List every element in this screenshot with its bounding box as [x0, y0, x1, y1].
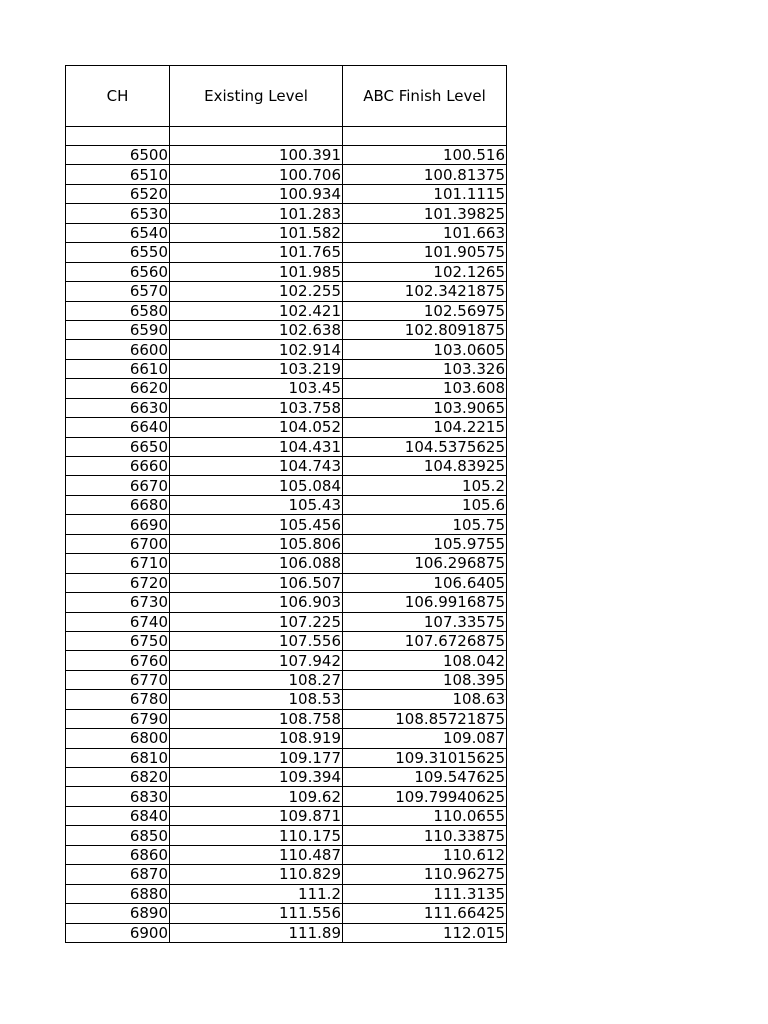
blank-cell: [343, 127, 507, 146]
cell-ch: 6690: [66, 515, 170, 534]
cell-existing-level: 103.45: [170, 379, 343, 398]
cell-existing-level: 108.53: [170, 690, 343, 709]
cell-existing-level: 105.456: [170, 515, 343, 534]
cell-abc-finish-level: 104.83925: [343, 457, 507, 476]
cell-ch: 6520: [66, 184, 170, 203]
cell-abc-finish-level: 106.9916875: [343, 593, 507, 612]
table-row: [66, 845, 507, 864]
cell-existing-level: 104.431: [170, 437, 343, 456]
table-row: [66, 262, 507, 281]
header-ch: CH: [66, 66, 170, 127]
cell-abc-finish-level: 103.326: [343, 359, 507, 378]
table-row: [66, 806, 507, 825]
table-row: [66, 865, 507, 884]
cell-ch: 6670: [66, 476, 170, 495]
cell-abc-finish-level: 110.96275: [343, 865, 507, 884]
header-existing-level: Existing Level: [170, 66, 343, 127]
cell-existing-level: 108.758: [170, 709, 343, 728]
cell-existing-level: 105.43: [170, 495, 343, 514]
cell-ch: 6740: [66, 612, 170, 631]
cell-ch: 6710: [66, 554, 170, 573]
table-row: [66, 282, 507, 301]
table-row: [66, 223, 507, 242]
cell-abc-finish-level: 107.6726875: [343, 631, 507, 650]
cell-existing-level: 109.62: [170, 787, 343, 806]
table-row: [66, 165, 507, 184]
table-row: [66, 184, 507, 203]
cell-ch: 6530: [66, 204, 170, 223]
table-row: [66, 729, 507, 748]
table-row: [66, 904, 507, 923]
cell-abc-finish-level: 100.516: [343, 146, 507, 165]
table-row: [66, 787, 507, 806]
table-row: [66, 379, 507, 398]
cell-ch: 6610: [66, 359, 170, 378]
cell-ch: 6510: [66, 165, 170, 184]
cell-existing-level: 105.084: [170, 476, 343, 495]
cell-abc-finish-level: 106.6405: [343, 573, 507, 592]
cell-ch: 6880: [66, 884, 170, 903]
cell-abc-finish-level: 109.547625: [343, 768, 507, 787]
table-row: [66, 146, 507, 165]
table-row: [66, 359, 507, 378]
cell-existing-level: 109.394: [170, 768, 343, 787]
cell-ch: 6640: [66, 418, 170, 437]
cell-existing-level: 102.914: [170, 340, 343, 359]
table-row: [66, 534, 507, 553]
table-row: [66, 204, 507, 223]
cell-abc-finish-level: 105.6: [343, 495, 507, 514]
cell-abc-finish-level: 105.9755: [343, 534, 507, 553]
cell-existing-level: 110.175: [170, 826, 343, 845]
table-row: [66, 593, 507, 612]
cell-abc-finish-level: 101.90575: [343, 243, 507, 262]
table-row: [66, 612, 507, 631]
cell-abc-finish-level: 102.56975: [343, 301, 507, 320]
cell-abc-finish-level: 111.66425: [343, 904, 507, 923]
cell-ch: 6680: [66, 495, 170, 514]
cell-abc-finish-level: 109.087: [343, 729, 507, 748]
cell-abc-finish-level: 105.75: [343, 515, 507, 534]
blank-row: [66, 127, 507, 146]
cell-ch: 6760: [66, 651, 170, 670]
table-row: [66, 301, 507, 320]
cell-abc-finish-level: 103.608: [343, 379, 507, 398]
table-row: [66, 573, 507, 592]
cell-existing-level: 101.582: [170, 223, 343, 242]
cell-ch: 6650: [66, 437, 170, 456]
table-body: [66, 146, 507, 943]
table-row: [66, 243, 507, 262]
table-row: [66, 826, 507, 845]
cell-ch: 6550: [66, 243, 170, 262]
header-abc-finish-level: ABC Finish Level: [343, 66, 507, 127]
cell-ch: 6600: [66, 340, 170, 359]
cell-ch: 6540: [66, 223, 170, 242]
cell-abc-finish-level: 102.3421875: [343, 282, 507, 301]
cell-existing-level: 101.283: [170, 204, 343, 223]
cell-existing-level: 108.919: [170, 729, 343, 748]
cell-ch: 6590: [66, 320, 170, 339]
table-row: [66, 340, 507, 359]
cell-existing-level: 103.219: [170, 359, 343, 378]
cell-existing-level: 105.806: [170, 534, 343, 553]
cell-existing-level: 106.903: [170, 593, 343, 612]
cell-abc-finish-level: 102.8091875: [343, 320, 507, 339]
cell-existing-level: 109.871: [170, 806, 343, 825]
cell-abc-finish-level: 109.31015625: [343, 748, 507, 767]
cell-existing-level: 101.765: [170, 243, 343, 262]
cell-abc-finish-level: 110.612: [343, 845, 507, 864]
cell-abc-finish-level: 108.042: [343, 651, 507, 670]
cell-abc-finish-level: 100.81375: [343, 165, 507, 184]
table-row: [66, 437, 507, 456]
cell-existing-level: 100.706: [170, 165, 343, 184]
cell-ch: 6580: [66, 301, 170, 320]
cell-existing-level: 110.487: [170, 845, 343, 864]
cell-existing-level: 106.507: [170, 573, 343, 592]
cell-ch: 6720: [66, 573, 170, 592]
cell-ch: 6750: [66, 631, 170, 650]
cell-ch: 6780: [66, 690, 170, 709]
cell-abc-finish-level: 110.33875: [343, 826, 507, 845]
cell-ch: 6890: [66, 904, 170, 923]
cell-abc-finish-level: 108.395: [343, 670, 507, 689]
cell-ch: 6620: [66, 379, 170, 398]
cell-existing-level: 100.391: [170, 146, 343, 165]
cell-ch: 6660: [66, 457, 170, 476]
cell-existing-level: 102.255: [170, 282, 343, 301]
cell-existing-level: 103.758: [170, 398, 343, 417]
cell-ch: 6850: [66, 826, 170, 845]
cell-abc-finish-level: 103.9065: [343, 398, 507, 417]
table-row: [66, 457, 507, 476]
cell-existing-level: 111.2: [170, 884, 343, 903]
table-row: [66, 554, 507, 573]
table-row: [66, 923, 507, 942]
cell-existing-level: 100.934: [170, 184, 343, 203]
table-row: [66, 670, 507, 689]
cell-abc-finish-level: 109.79940625: [343, 787, 507, 806]
cell-existing-level: 107.225: [170, 612, 343, 631]
cell-abc-finish-level: 111.3135: [343, 884, 507, 903]
cell-ch: 6900: [66, 923, 170, 942]
cell-existing-level: 111.89: [170, 923, 343, 942]
table-row: [66, 768, 507, 787]
table-row: [66, 709, 507, 728]
cell-ch: 6500: [66, 146, 170, 165]
table-row: [66, 476, 507, 495]
cell-ch: 6820: [66, 768, 170, 787]
cell-ch: 6700: [66, 534, 170, 553]
cell-abc-finish-level: 105.2: [343, 476, 507, 495]
cell-ch: 6790: [66, 709, 170, 728]
blank-cell: [170, 127, 343, 146]
cell-abc-finish-level: 101.1115: [343, 184, 507, 203]
levels-table: [65, 65, 507, 943]
cell-abc-finish-level: 110.0655: [343, 806, 507, 825]
cell-existing-level: 102.638: [170, 320, 343, 339]
table-row: [66, 884, 507, 903]
cell-abc-finish-level: 102.1265: [343, 262, 507, 281]
header-row: [66, 66, 507, 127]
cell-abc-finish-level: 106.296875: [343, 554, 507, 573]
cell-existing-level: 107.942: [170, 651, 343, 670]
cell-abc-finish-level: 104.5375625: [343, 437, 507, 456]
table-row: [66, 515, 507, 534]
cell-abc-finish-level: 107.33575: [343, 612, 507, 631]
table-row: [66, 495, 507, 514]
cell-ch: 6810: [66, 748, 170, 767]
cell-abc-finish-level: 108.85721875: [343, 709, 507, 728]
cell-ch: 6800: [66, 729, 170, 748]
cell-ch: 6860: [66, 845, 170, 864]
cell-existing-level: 109.177: [170, 748, 343, 767]
cell-existing-level: 101.985: [170, 262, 343, 281]
table-row: [66, 418, 507, 437]
cell-ch: 6830: [66, 787, 170, 806]
table-row: [66, 651, 507, 670]
table-row: [66, 748, 507, 767]
cell-abc-finish-level: 108.63: [343, 690, 507, 709]
cell-existing-level: 110.829: [170, 865, 343, 884]
cell-abc-finish-level: 104.2215: [343, 418, 507, 437]
cell-existing-level: 102.421: [170, 301, 343, 320]
cell-abc-finish-level: 101.39825: [343, 204, 507, 223]
cell-existing-level: 107.556: [170, 631, 343, 650]
cell-existing-level: 111.556: [170, 904, 343, 923]
cell-ch: 6870: [66, 865, 170, 884]
table-row: [66, 320, 507, 339]
cell-abc-finish-level: 101.663: [343, 223, 507, 242]
cell-existing-level: 106.088: [170, 554, 343, 573]
cell-ch: 6630: [66, 398, 170, 417]
blank-cell: [66, 127, 170, 146]
table-row: [66, 690, 507, 709]
cell-abc-finish-level: 112.015: [343, 923, 507, 942]
cell-existing-level: 104.052: [170, 418, 343, 437]
cell-existing-level: 104.743: [170, 457, 343, 476]
cell-ch: 6840: [66, 806, 170, 825]
cell-existing-level: 108.27: [170, 670, 343, 689]
cell-ch: 6730: [66, 593, 170, 612]
cell-ch: 6560: [66, 262, 170, 281]
levels-sheet: [65, 65, 507, 943]
cell-abc-finish-level: 103.0605: [343, 340, 507, 359]
cell-ch: 6770: [66, 670, 170, 689]
table-row: [66, 631, 507, 650]
table-row: [66, 398, 507, 417]
cell-ch: 6570: [66, 282, 170, 301]
